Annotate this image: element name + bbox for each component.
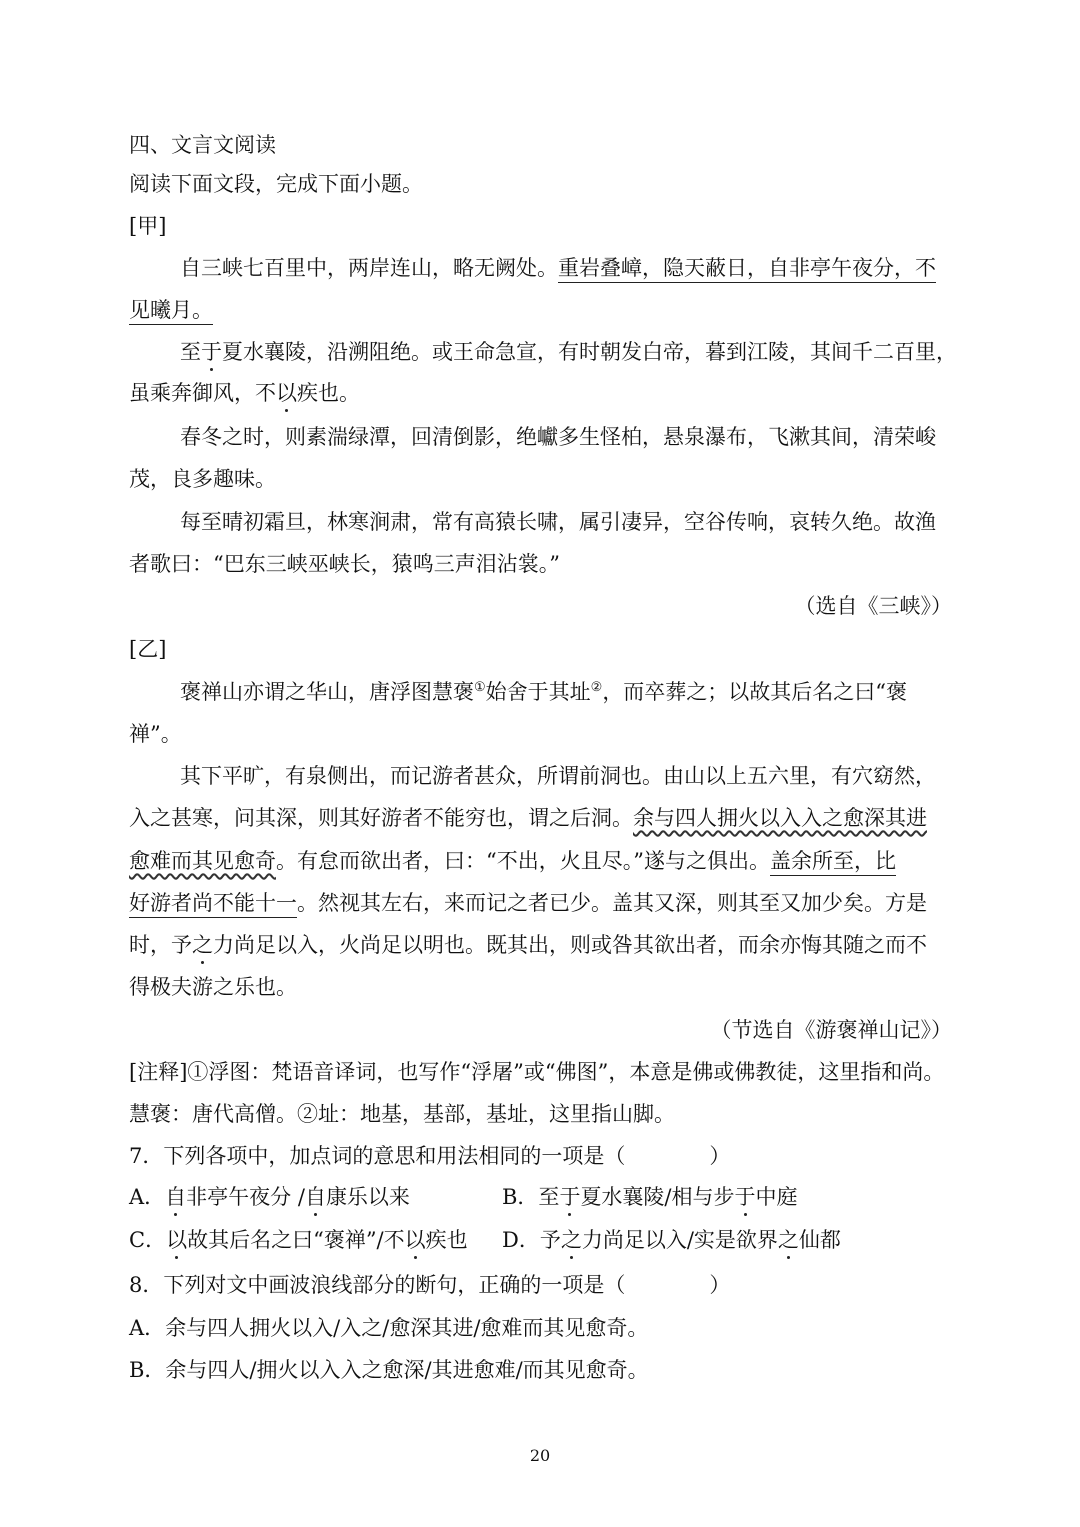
passage-a-label: [甲]: [129, 214, 167, 238]
instruction: 阅读下面文段，完成下面小题。: [129, 172, 423, 196]
passage-a-p2-line1: 至于夏水襄陵，沿溯阻绝。或王命急宣，有时朝发白帝，暮到江陵，其间千二百里，: [180, 340, 957, 364]
question-8-option-b: B．余与四人/拥火以入入之愈深/其进愈难/而其见愈奇。: [129, 1358, 649, 1382]
passage-a-p3-line1: 春冬之时，则素湍绿潭，回清倒影，绝巘多生怪柏，悬泉瀑布，飞漱其间，清荣峻: [180, 425, 936, 449]
passage-b-p2-line6: 得极夫游之乐也。: [129, 975, 297, 999]
footnote-ref-2: ②: [590, 680, 603, 695]
dotted-word: 之: [560, 1228, 582, 1252]
underlined-sentence-end: 好游者尚不能十一: [129, 891, 297, 918]
question-8-option-a: A．余与四人拥火以入/入之/愈深其进/愈难而其见愈奇。: [129, 1316, 649, 1340]
passage-b-p1-line2: 禅”。: [129, 722, 182, 746]
notes-line2: 慧褒：唐代高僧。②址：地基，基部，基址，这里指山脚。: [129, 1102, 675, 1126]
underlined-sentence: 盖余所至，比: [770, 849, 896, 876]
underlined-sentence-end: 见曦月。: [129, 298, 213, 325]
passage-b-label: [乙]: [129, 637, 167, 661]
wavy-underlined-text-end: 愈难而其见愈奇: [129, 849, 276, 873]
passage-a-p4-line2: 者歌曰：“巴东三峡巫峡长，猿鸣三声泪沾裳。”: [129, 552, 560, 576]
passage-a-source: （选自《三峡》）: [794, 594, 952, 618]
question-7-option-d: D．予之力尚足以入/实是欲界之仙都: [502, 1228, 841, 1252]
passage-a-p1-line2: [129, 296, 213, 324]
question-7-stem: 7．下列各项中，加点词的意思和用法相同的一项是（ ）: [129, 1144, 731, 1168]
dotted-word: 之: [192, 933, 213, 957]
question-7-option-a: A．自非亭午夜分 /自康乐以来: [129, 1185, 410, 1209]
dotted-word: 以: [276, 381, 297, 405]
dotted-word: 以: [166, 1228, 188, 1252]
question-7-option-b: B．至于夏水襄陵/相与步于中庭: [502, 1185, 798, 1209]
passage-a-p3-line2: 茂，良多趣味。: [129, 467, 276, 491]
dotted-word: 于: [559, 1185, 581, 1209]
passage-a-p2-line2: 虽乘奔御风，不以疾也。: [129, 381, 360, 405]
passage-a-p4-line1: 每至晴初霜旦，林寒涧肃，常有高猿长啸，属引凄异，空谷传响，哀转久绝。故渔: [180, 510, 936, 534]
page-number: 20: [529, 1446, 551, 1465]
section-title: 四、文言文阅读: [129, 133, 276, 157]
dotted-word: 于: [201, 340, 222, 364]
dotted-word: 自: [304, 1185, 326, 1209]
passage-b-source: （节选自《游褒禅山记》）: [710, 1018, 952, 1042]
passage-a-p1-line1: 自三峡七百里中，两岸连山，略无阙处。重岩叠嶂，隐天蔽日，自非亭午夜分，不: [180, 254, 936, 282]
wavy-underlined-text: 余与四人拥火以入入之愈深其进: [633, 806, 927, 830]
dotted-word: 以: [404, 1228, 426, 1252]
passage-b-p2-line4: 好游者尚不能十一。然视其左右，来而记之者已少。盖其又深，则其至又加少矣。方是: [129, 889, 927, 917]
question-8-stem: 8．下列对文中画波浪线部分的断句，正确的一项是（ ）: [129, 1273, 731, 1297]
passage-b-p2-line2: 入之甚寒，问其深，则其好游者不能穷也，谓之后洞。余与四人拥火以入入之愈深其进: [129, 806, 927, 830]
dotted-word: 之: [777, 1228, 799, 1252]
notes-line1: [注释]①浮图：梵语音译词，也写作“浮屠”或“佛图”，本意是佛或佛教徒，这里指和尚。: [129, 1060, 945, 1084]
passage-b-p2-line5: 时，予之力尚足以入，火尚足以明也。既其出，则或咎其欲出者，而余亦悔其随之而不: [129, 933, 927, 957]
dotted-word: 自: [165, 1185, 187, 1209]
passage-b-p2-line1: 其下平旷，有泉侧出，而记游者甚众，所谓前洞也。由山以上五六里，有穴窈然，: [180, 764, 936, 788]
passage-b-p1-line1: 褒禅山亦谓之华山，唐浮图慧褒①始舍于其址②，而卒葬之；以故其后名之曰“褒: [180, 680, 908, 704]
question-7-option-c: C．以故其后名之曰“褒禅”/不以疾也: [129, 1228, 468, 1252]
footnote-ref-1: ①: [474, 680, 486, 695]
underlined-sentence: 重岩叠嶂，隐天蔽日，自非亭午夜分，不: [558, 256, 936, 283]
passage-b-p2-line3: 愈难而其见愈奇。有怠而欲出者，曰：“不出，火且尽。”遂与之俱出。盖余所至，比: [129, 847, 896, 875]
dotted-word: 于: [734, 1185, 756, 1209]
